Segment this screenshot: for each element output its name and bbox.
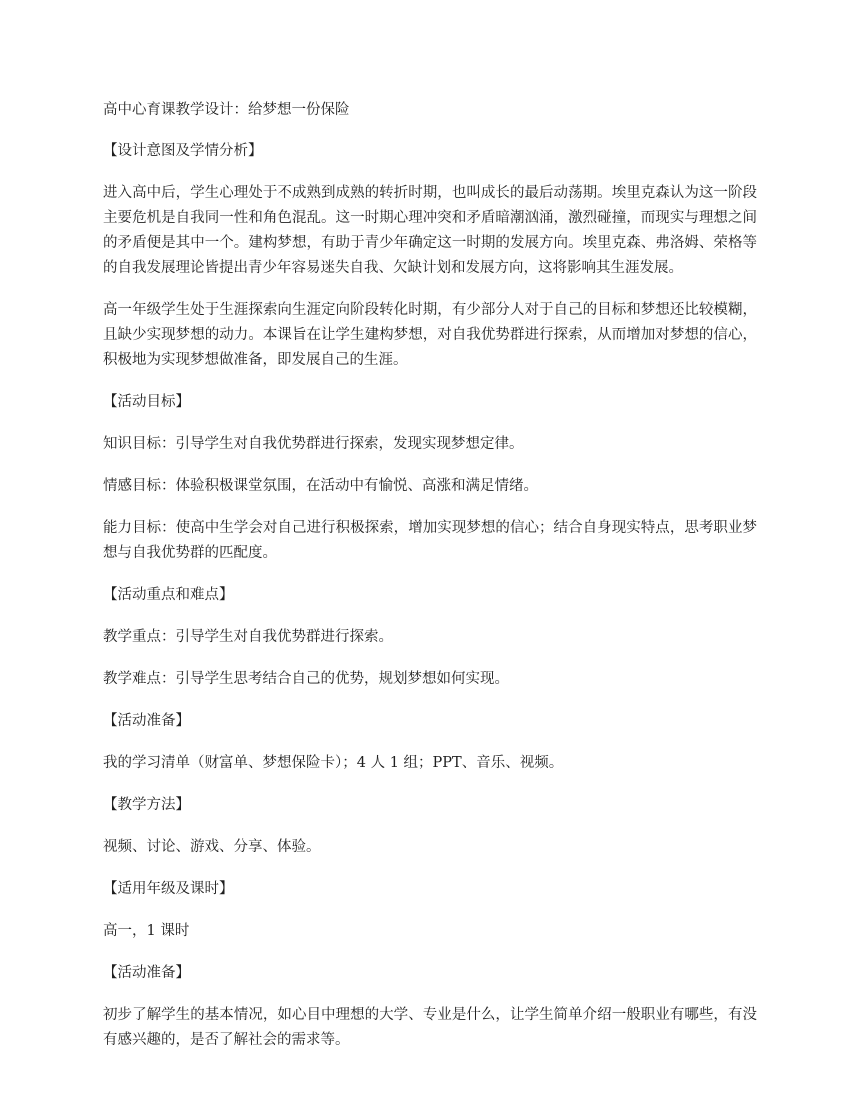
section-heading-teaching-methods: 【教学方法】 — [103, 797, 190, 813]
paragraph-preparation-2: 初步了解学生的基本情况，如心目中理想的大学、专业是什么，让学生简单介绍一般职业有哪些，有没有感兴趣的，是否了解社会的需求等。 — [103, 1007, 757, 1048]
paragraph-emotion-goal: 情感目标：体验积极课堂氛围，在活动中有愉悦、高涨和满足情绪。 — [103, 478, 538, 494]
document-body — [103, 98, 757, 1070]
paragraph-teaching-difficulty: 教学难点：引导学生思考结合自己的优势，规划梦想如何实现。 — [103, 671, 509, 687]
document-title: 高中心育课教学设计：给梦想一份保险 — [103, 102, 350, 118]
section-heading-grade-and-hours: 【适用年级及课时】 — [103, 881, 234, 897]
section-heading-preparation-2: 【活动准备】 — [103, 965, 190, 981]
paragraph-preparation: 我的学习清单（财富单、梦想保险卡）；4 人 1 组；PPT、音乐、视频。 — [103, 755, 564, 771]
paragraph-design-intent-2: 高一年级学生处于生涯探索向生涯定向阶段转化时期，有少部分人对于自己的目标和梦想还比较模糊，且缺少实现梦想的动力。本课旨在让学生建构梦想，对自我优势群进行探索，从而增加对梦想的信心，积极地为实现梦想做准备，即发展自己的生涯。 — [103, 302, 757, 368]
section-heading-preparation: 【活动准备】 — [103, 713, 190, 729]
paragraph-knowledge-goal: 知识目标：引导学生对自我优势群进行探索，发现实现梦想定律。 — [103, 436, 524, 452]
paragraph-ability-goal: 能力目标：使高中生学会对自己进行积极探索，增加实现梦想的信心；结合自身现实特点，思考职业梦想与自我优势群的匹配度。 — [103, 520, 757, 561]
paragraph-teaching-focus: 教学重点：引导学生对自我优势群进行探索。 — [103, 629, 393, 645]
paragraph-grade-and-hours: 高一，1 课时 — [103, 923, 190, 939]
paragraph-design-intent-1: 进入高中后，学生心理处于不成熟到成熟的转折时期，也叫成长的最后动荡期。埃里克森认为这一阶段主要危机是自我同一性和角色混乱。这一时期心理冲突和矛盾暗潮汹涌，激烈碰撞，而现实与理想之间的矛盾便是其中一个。建构梦想，有助于青少年确定这一时期的发展方向。埃里克森、弗洛姆、荣格等的自我发展理论皆提出青少年容易迷失自我、欠缺计划和发展方向，这将影响其生涯发展。 — [103, 185, 757, 276]
paragraph-teaching-methods: 视频、讨论、游戏、分享、体验。 — [103, 839, 321, 855]
section-heading-key-points: 【活动重点和难点】 — [103, 587, 234, 603]
section-heading-activity-goals: 【活动目标】 — [103, 394, 190, 410]
section-heading-design-intent: 【设计意图及学情分析】 — [103, 143, 263, 159]
